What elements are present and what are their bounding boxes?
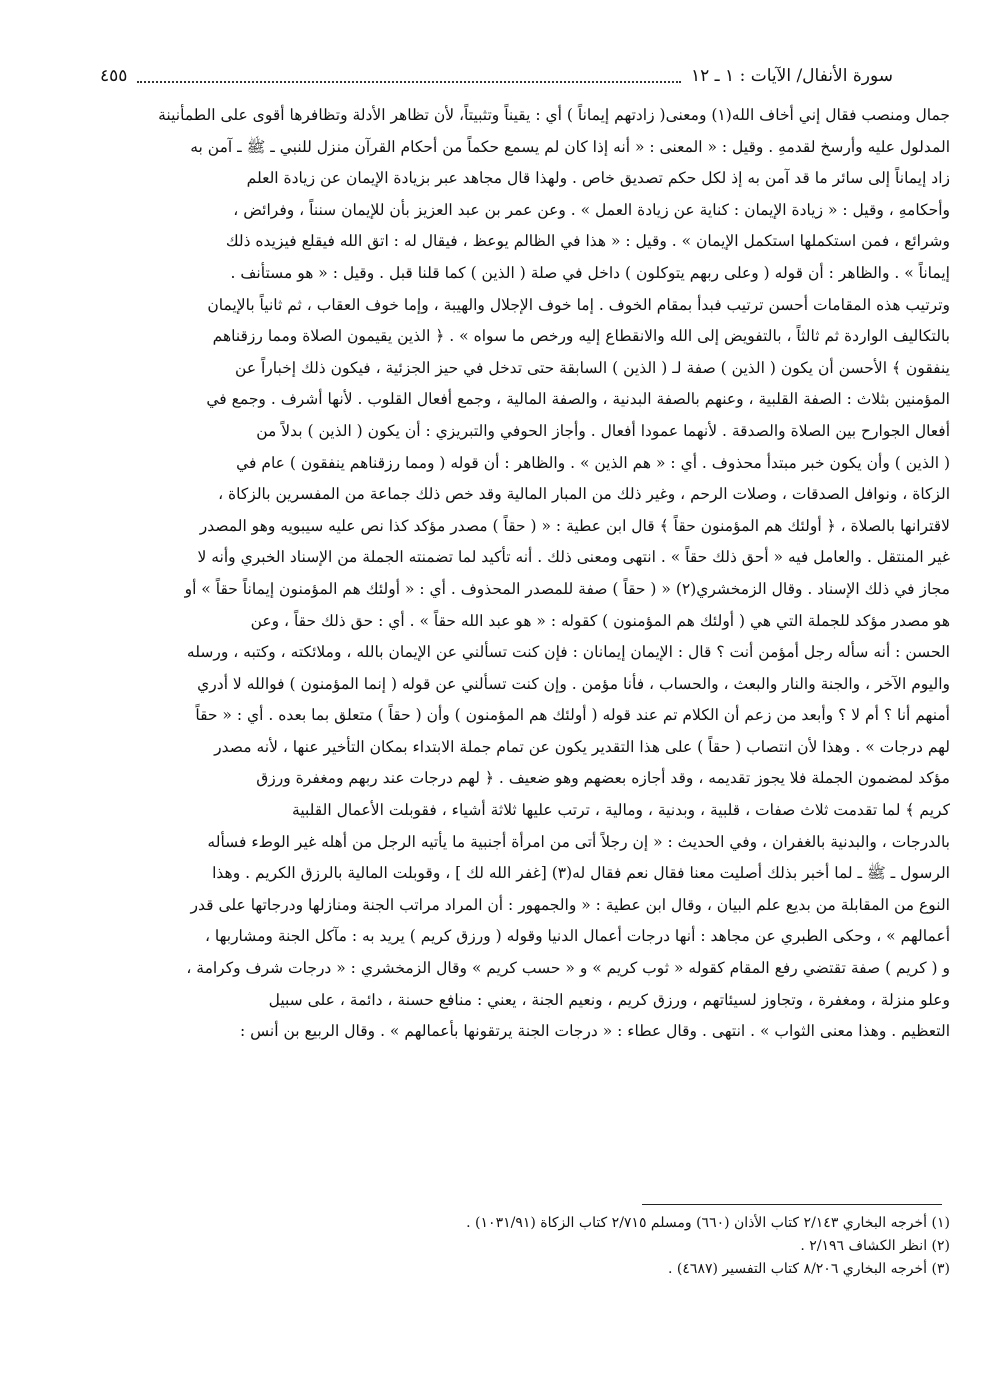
text-line: هو مصدر مؤكد للجملة التي هي ( أولئك هم المؤمنون ) كقوله : « هو عبد الله حقاً » . أي : حق ذلك حقاً ، وعن [250,611,950,630]
footnote-item: (١) أخرجه البخاري ٢/١٤٣ كتاب الأذان (٦٦٠) ومسلم ٢/٧١٥ كتاب الزكاة (١٠٣١/٩١) . [466,1215,950,1231]
page-number: ٤٥٥ [100,66,128,86]
text-line: المدلول عليه وأرسخ لقدمهِ . وقيل : « المعنى : « أنه إذا كان لم يسمع حكماً من أحكام القرآن منزل للنبي ـ ﷺ ـ آمن به [190,137,950,156]
text-line: وترتيب هذه المقامات أحسن ترتيب فبدأ بمقام الخوف . إما خوف الإجلال والهيبة ، وإما خوف العقاب ، ثم ثانياً بالإيمان [207,295,950,314]
text-line: لاقترانها بالصلاة ، ﴿ أولئك هم المؤمنون حقاً ﴾ قال ابن عطية : « ( حقاً ) مصدر مؤكد كذا نص عليه سيبويه وهو المصدر [199,516,950,535]
text-line: التعظيم . وهذا معنى الثواب » . انتهى . وقال عطاء : « درجات الجنة يرتقونها بأعمالهم » . وقال الربيع بن أنس : [240,1022,950,1041]
text-line: أعمالهم » ، وحكى الطبري عن مجاهد : أنها درجات أعمال الدنيا وقوله ( ورزق كريم ) يريد به : مآكل الجنة ومشاربها ، [204,927,950,946]
text-line: ( الذين ) وأن يكون خبر مبتدأ محذوف . أي : « هم الذين » . والظاهر : أن قوله ( ومما رزقناهم ينفقون ) عام في [236,453,950,472]
footnote-divider [642,1204,942,1205]
running-header [100,62,893,90]
text-line: المؤمنين بثلاث : الصفة القلبية ، وعنهم بالصفة البدنية ، والصفة المالية ، وجمع أفعال القلوب . لأنها أشرف . وجمع في [206,390,950,409]
text-line: غير المنتقل . والعامل فيه « أحق ذلك حقاً » . انتهى ومعنى ذلك . أنه تأكيد لما تضمنته الجملة من الإسناد الخبري وأنه لا [197,548,950,567]
body-text [100,100,950,1048]
footnote-item: (٣) أخرجه البخاري ٨/٢٠٦ كتاب التفسير (٤٦٨٧) . [668,1261,950,1277]
text-line: ينفقون ﴾ الأحسن أن يكون ( الذين ) صفة لـ ( الذين ) السابقة حتى تدخل في حيز الجزئية ، فيكون ذلك إخباراً عن [235,358,950,377]
text-line: أفعال الجوارح بين الصلاة والصدقة . لأنهما عمودا أفعال . وأجاز الحوفي والتبريزي : أن يكون ( الذين ) بدلاً من [256,421,950,440]
text-line: النوع من المقابلة من بديع علم البيان ، وقال ابن عطية : « والجمهور : أن المراد مراتب الجنة ومنازلها ودرجاتها على قدر [190,895,950,914]
footnotes [100,1212,950,1281]
text-line: جمال ومنصب فقال إني أخاف الله(١) ومعنى( زادتهم إيماناً ) أي : يقيناً وتثبيتاً، لأن تظاهر الأدلة وتظافرها أقوى على الطمأنينة [158,106,950,124]
text-line: مؤكد لمضمون الجملة فلا يجوز تقديمه ، وقد أجازه بعضهم وهو ضعيف . ﴿ لهم درجات عند ربهم ومغفرة ورزق [256,769,950,788]
text-line: و ( كريم ) صفة تقتضي رفع المقام كقوله « ثوب كريم » و « حسب كريم » وقال الزمخشري : « درجات شرف وكرامة ، [186,959,950,978]
text-line: الزكاة ، ونوافل الصدقات ، وصلات الرحم ، وغير ذلك من المبار المالية وقد خص ذلك جماعة من المفسرين بالزكاة ، [218,485,950,504]
text-line: إيماناً » . والظاهر : أن قوله ( وعلى ربهم يتوكلون ) داخل في صلة ( الذين ) كما قلنا قبل . وقيل : « هو مستأنف . [230,263,950,282]
footnote-item: (٢) انظر الكشاف ٢/١٩٦ . [800,1238,950,1254]
text-line: وعلو منزلة ، ومغفرة ، وتجاوز لسيئاتهم ، ورزق كريم ، ونعيم الجنة ، يعني : منافع حسنة ، دائمة ، على سبيل [268,990,950,1009]
text-line: لهم درجات » . وهذا لأن انتصاب ( حقاً ) على هذا التقدير يكون عن تمام جملة الابتداء بمكان التأخير عنها ، لأنه مصدر [214,737,950,756]
text-line: الحسن : أنه سأله رجل أمؤمن أنت ؟ قال : الإيمان إيمانان : فإن كنت تسألني عن الإيمان بالله ، وملائكته ، وكتبه ، ورسله [186,643,950,662]
text-line: أمنهم أنا ؟ أم لا ؟ وأبعد من زعم أن الكلام تم عند قوله ( أولئك هم المؤمنون ) وأن ( حقاً ) متعلق بما بعده . أي : « حقاً [195,706,950,725]
surah-title: سورة الأنفال/ الآيات : ١ ـ ١٢ [690,66,893,86]
text-line: بالدرجات ، والبدنية بالغفران ، وفي الحديث : « إن رجلاً أتى من امرأة أجنبية ما يأتيه الرجل من أهله غير الوطء فسأله [207,832,950,851]
text-line: وأحكامهِ ، وقيل : « زيادة الإيمان : كناية عن زيادة العمل » . وعن عمر بن عبد العزيز بأن للإيمان سنناً ، وفرائض ، [233,200,950,219]
text-line: زاد إيماناً إلى سائر ما قد آمن به إذ لكل حكم تصديق خاص . ولهذا قال مجاهد عبر بزيادة الإيمان عن زيادة العلم [246,169,950,188]
text-line: كريم ﴾ لما تقدمت ثلاث صفات ، قلبية ، وبدنية ، ومالية ، ترتب عليها ثلاثة أشياء ، فقوبلت الأعمال القلبية [292,801,950,820]
text-line: بالتكاليف الواردة ثم ثالثاً ، بالتفويض إلى الله والانقطاع إليه ورخص ما سواه » . ﴿ الذين يقيمون الصلاة ومما رزقناهم [212,327,950,346]
text-line: مجاز في ذلك الإسناد . وقال الزمخشري(٢) « ( حقاً ) صفة للمصدر المحذوف . أي : « أولئك هم المؤمنون إيماناً حقاً » أو [184,579,950,598]
text-line: واليوم الآخر ، والجنة والنار والبعث ، والحساب ، فأنا مؤمن . وإن كنت تسألني عن قوله ( إنما المؤمنون ) فوالله لا أدري [197,674,950,693]
text-line: الرسول ـ ﷺ ـ لما أخبر بذلك أصليت معنا فقال نعم فقال له(٣) [غفر الله لك ] ، وقوبلت المالية بالرزق الكريم . وهذا [212,864,950,883]
header-dotted-leader [137,69,681,83]
text-line: وشرائع ، فمن استكملها استكمل الإيمان » . وقيل : « هذا في الظالم يوعظ ، فيقال له : اتق الله فيقلع فيزيده ذلك [225,232,950,251]
